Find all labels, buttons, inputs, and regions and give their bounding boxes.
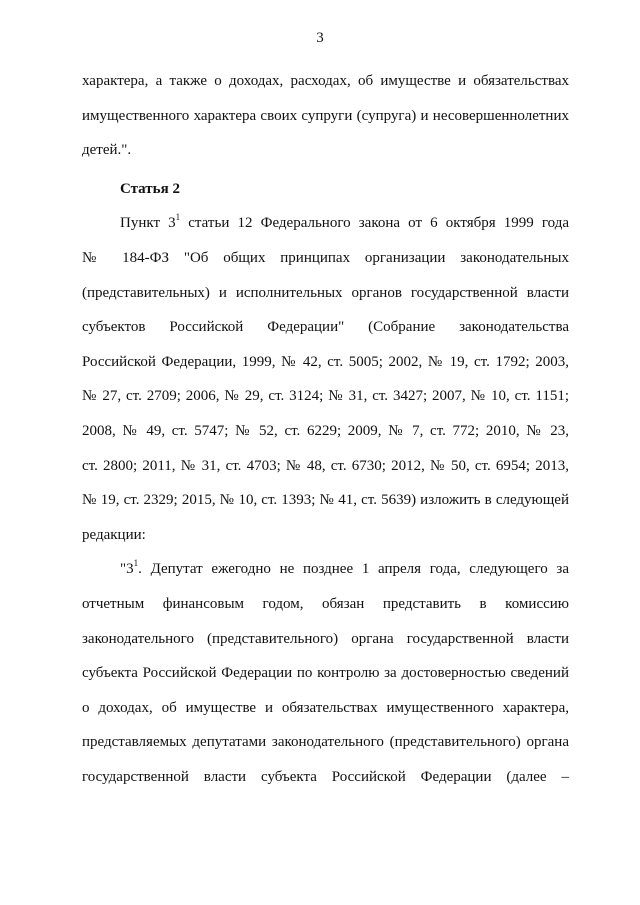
continuation-paragraph [82, 64, 569, 168]
text-fragment: . Депутат ежегодно не позднее 1 апреля года, следующего за [138, 561, 569, 578]
text-line: (представительных) и исполнительных органов государственной власти [82, 284, 569, 301]
article-paragraph-2 [82, 552, 569, 794]
text-line: государственной власти субъекта Российской Федерации (далее – [82, 768, 569, 785]
text-line [82, 552, 569, 587]
text-line [82, 206, 569, 241]
text-line: представляемых депутатами законодательного (представительного) органа [82, 734, 569, 751]
text-line: № 19, ст. 2329; 2015, № 10, ст. 1393; № 41, ст. 5639) изложить в следующей [82, 492, 569, 509]
text-line: 2008, № 49, ст. 5747; № 52, ст. 6229; 2009, № 7, ст. 772; 2010, № 23, [82, 422, 569, 439]
text-line: редакции: [82, 526, 146, 543]
text-line: характера, а также о доходах, расходах, об имуществе и обязательствах [82, 73, 569, 89]
text-line: № 184-ФЗ "Об общих принципах организации законодательных [82, 249, 569, 266]
text-line: имущественного характера своих супруги (супруга) и несовершеннолетних [82, 107, 569, 124]
article-paragraph-1 [82, 206, 569, 552]
text-fragment: статьи 12 Федерального закона от 6 октября 1999 года [180, 215, 569, 232]
text-line: детей.". [82, 142, 132, 159]
text-line: о доходах, об имуществе и обязательствах имущественного характера, [82, 699, 569, 716]
text-line: субъекта Российской Федерации по контролю за достоверностью сведений [82, 665, 569, 682]
page-number: 3 [316, 30, 324, 46]
superscript: 1 [175, 212, 181, 223]
text-line: субъектов Российской Федерации" (Собрание законодательства [82, 319, 569, 336]
article-heading: Статья 2 [120, 180, 180, 197]
text-line: отчетным финансовым годом, обязан представить в комиссию [82, 595, 569, 612]
text-line: законодательного (представительного) органа государственной власти [82, 630, 569, 647]
text-line: ст. 2800; 2011, № 31, ст. 4703; № 48, ст. 6730; 2012, № 50, ст. 6954; 2013, [82, 457, 569, 474]
document-body [82, 64, 569, 794]
text-fragment: Пункт 3 [120, 215, 176, 232]
superscript: 1 [133, 558, 139, 569]
text-line: Российской Федерации, 1999, № 42, ст. 5005; 2002, № 19, ст. 1792; 2003, [82, 353, 569, 370]
text-fragment: "3 [120, 561, 134, 578]
text-line: № 27, ст. 2709; 2006, № 29, ст. 3124; № 31, ст. 3427; 2007, № 10, ст. 1151; [82, 388, 569, 405]
